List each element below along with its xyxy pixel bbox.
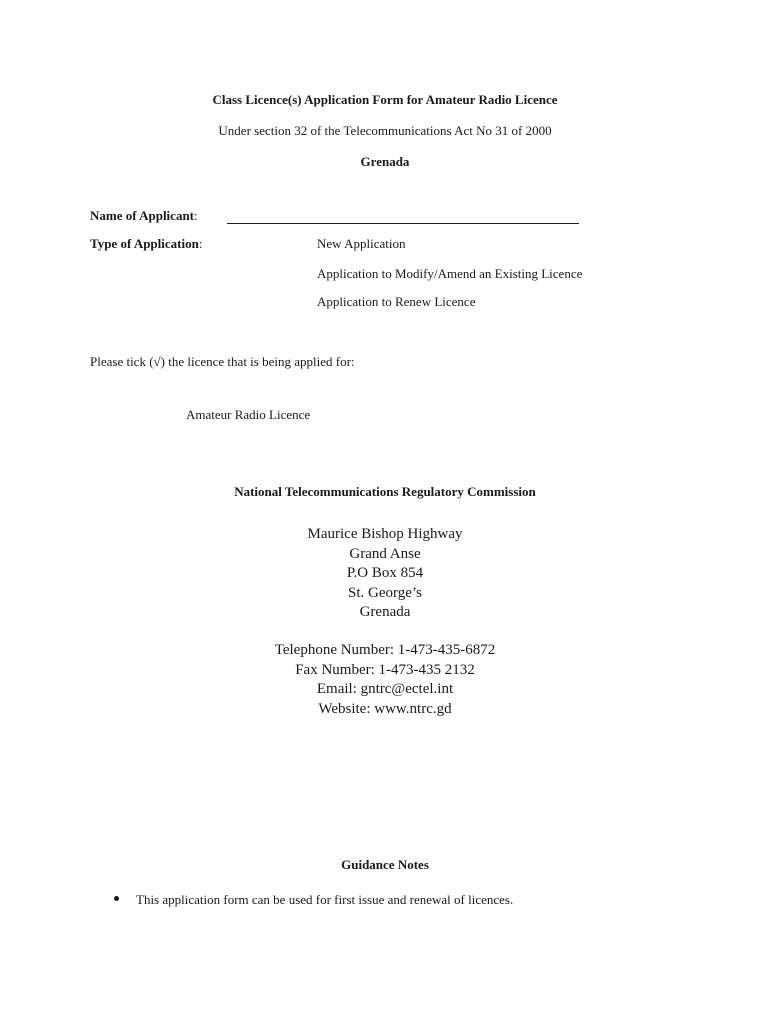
form-subtitle: Under section 32 of the Telecommunications Act No 31 of 2000 xyxy=(218,123,552,138)
commission-contacts xyxy=(0,641,770,719)
application-type-new[interactable]: New Application xyxy=(317,236,406,251)
name-of-applicant-colon: : xyxy=(194,208,198,223)
guidance-note: This application form can be used for first issue and renewal of licences. xyxy=(136,892,514,907)
type-of-application-label: Type of Application xyxy=(90,236,199,251)
address-line: St. George’s xyxy=(348,584,422,601)
commission-name: National Telecommunications Regulatory Commission xyxy=(234,484,536,499)
form-country: Grenada xyxy=(360,154,410,169)
name-of-applicant-label: Name of Applicant xyxy=(90,208,194,223)
type-of-application-row xyxy=(90,236,202,252)
contact-fax: Fax Number: 1-473-435 2132 xyxy=(295,661,475,678)
contact-website: Website: www.ntrc.gd xyxy=(318,700,452,717)
guidance-heading: Guidance Notes xyxy=(341,857,429,872)
commission-address xyxy=(0,525,770,623)
contact-email: Email: gntrc@ectel.int xyxy=(316,681,454,698)
address-line: Maurice Bishop Highway xyxy=(307,526,463,542)
name-of-applicant-row xyxy=(90,208,198,224)
application-type-renew[interactable]: Application to Renew Licence xyxy=(317,294,476,309)
bullet-icon xyxy=(114,896,119,901)
contact-telephone: Telephone Number: 1-473-435-6872 xyxy=(274,642,496,658)
tick-instruction: Please tick (√) the licence that is being applied for: xyxy=(90,354,355,369)
application-type-modify[interactable]: Application to Modify/Amend an Existing Licence xyxy=(317,266,583,281)
address-line: Grand Anse xyxy=(349,545,421,562)
address-line: Grenada xyxy=(359,604,411,621)
licence-option-amateur-radio[interactable]: Amateur Radio Licence xyxy=(186,407,311,422)
type-of-application-colon: : xyxy=(198,236,203,251)
form-title: Class Licence(s) Application Form for Amateur Radio Licence xyxy=(212,92,558,107)
address-line: P.O Box 854 xyxy=(346,565,424,582)
name-of-applicant-field[interactable] xyxy=(227,222,579,224)
